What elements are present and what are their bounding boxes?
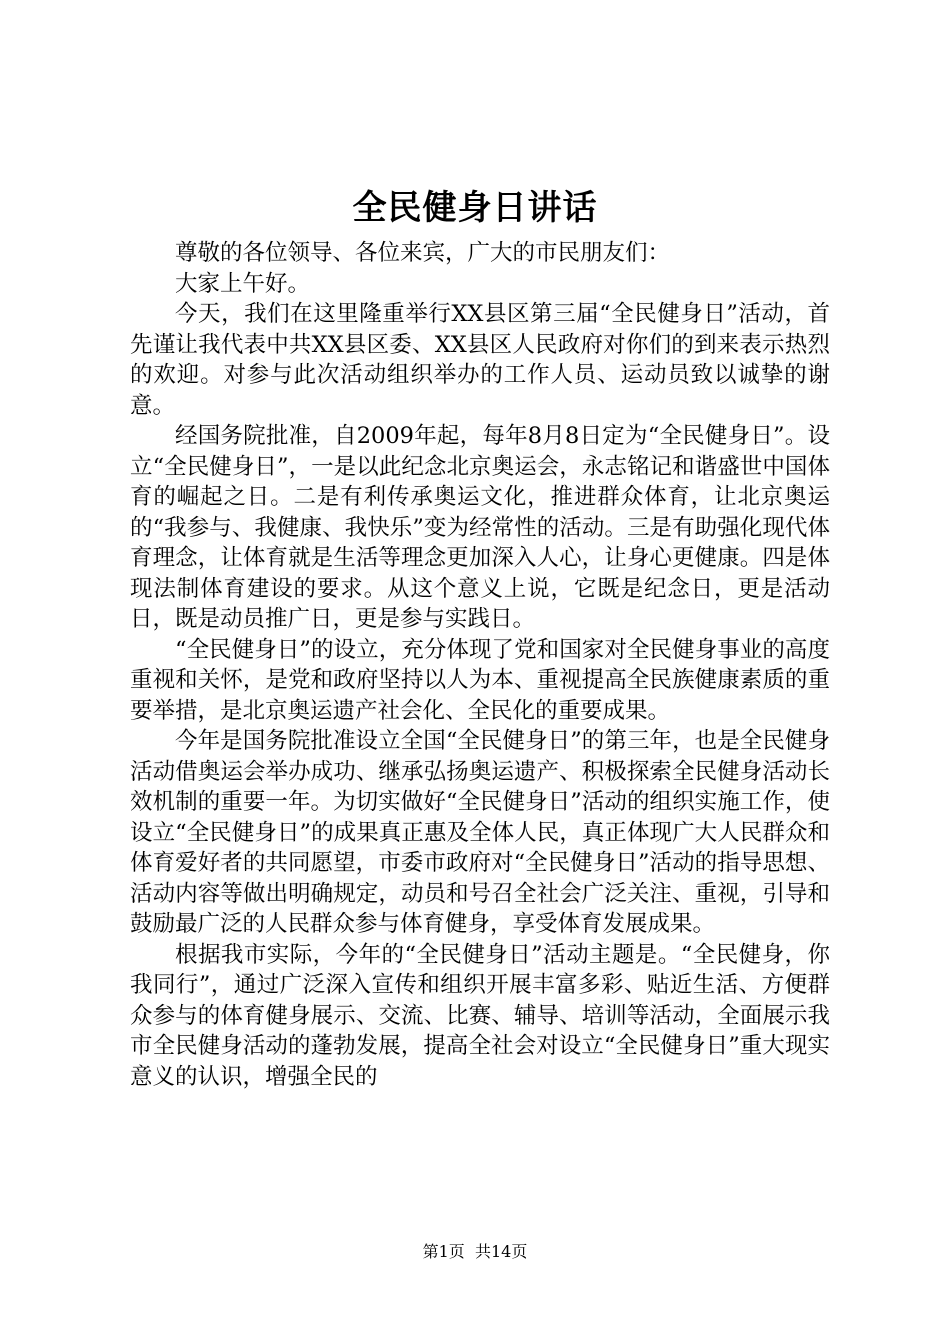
body-paragraph: 今年是国务院批准设立全国“全民健身日”的第三年，也是全民健身活动借奥运会举办成功、继承弘扬奥运遗产、积极探索全民健身活动长效机制的重要一年。为切实做好“全民健身日”活动的组织实施工作，使设立“全民健身日”的成果真正惠及全体人民，真正体现广大人民群众和体育爱好者的共同愿望，市委市政府对“全民健身日”活动的指导思想、活动内容等做出明确规定，动员和号召全社会广泛关注、重视，引导和鼓励最广泛的人民群众参与体育健身，享受体育发展成果。: [130, 728, 830, 937]
body-paragraph: “全民健身日”的设立，充分体现了党和国家对全民健身事业的高度重视和关怀，是党和政府坚持以人为本、重视提高全民族健康素质的重要举措，是北京奥运遗产社会化、全民化的重要成果。: [130, 636, 830, 724]
body-paragraph: 今天，我们在这里隆重举行XX县区第三届“全民健身日”活动，首先谨让我代表中共XX县区委、XX县区人民政府对你们的到来表示热烈的欢迎。对参与此次活动组织举办的工作人员、运动员致以诚挚的谢意。: [130, 301, 830, 419]
document-body: [130, 238, 830, 1092]
body-paragraph: 经国务院批准，自2009年起，每年8月8日定为“全民健身日”。设立“全民健身日”，一是以此纪念北京奥运会，永志铭记和谐盛世中国体育的崛起之日。二是有利传承奥运文化，推进群众体育，让北京奥运的“我参与、我健康、我快乐”变为经常性的活动。三是有助强化现代体育理念，让体育就是生活等理念更加深入人心，让身心更健康。四是体现法制体育建设的要求。从这个意义上说，它既是纪念日，更是活动日，既是动员推广日，更是参与实践日。: [130, 423, 830, 632]
document-title: 全民健身日讲话: [352, 188, 598, 228]
page-total: 共14页: [474, 1242, 528, 1261]
page-number: 第1页: [422, 1242, 465, 1261]
greeting-paragraph: 大家上午好。: [175, 270, 311, 297]
page-footer: [0, 1241, 950, 1263]
salutation-paragraph: 尊敬的各位领导、各位来宾，广大的市民朋友们：: [175, 240, 671, 266]
body-paragraph: 根据我市实际，今年的“全民健身日”活动主题是。“全民健身，你我同行”，通过广泛深入宣传和组织开展丰富多彩、贴近生活、方便群众参与的体育健身展示、交流、比赛、辅导、培训等活动，全面展示我市全民健身活动的蓬勃发展，提高全社会对设立“全民健身日”重大现实意义的认识，增强全民的: [130, 941, 830, 1090]
footer-spacer: [465, 1242, 475, 1261]
